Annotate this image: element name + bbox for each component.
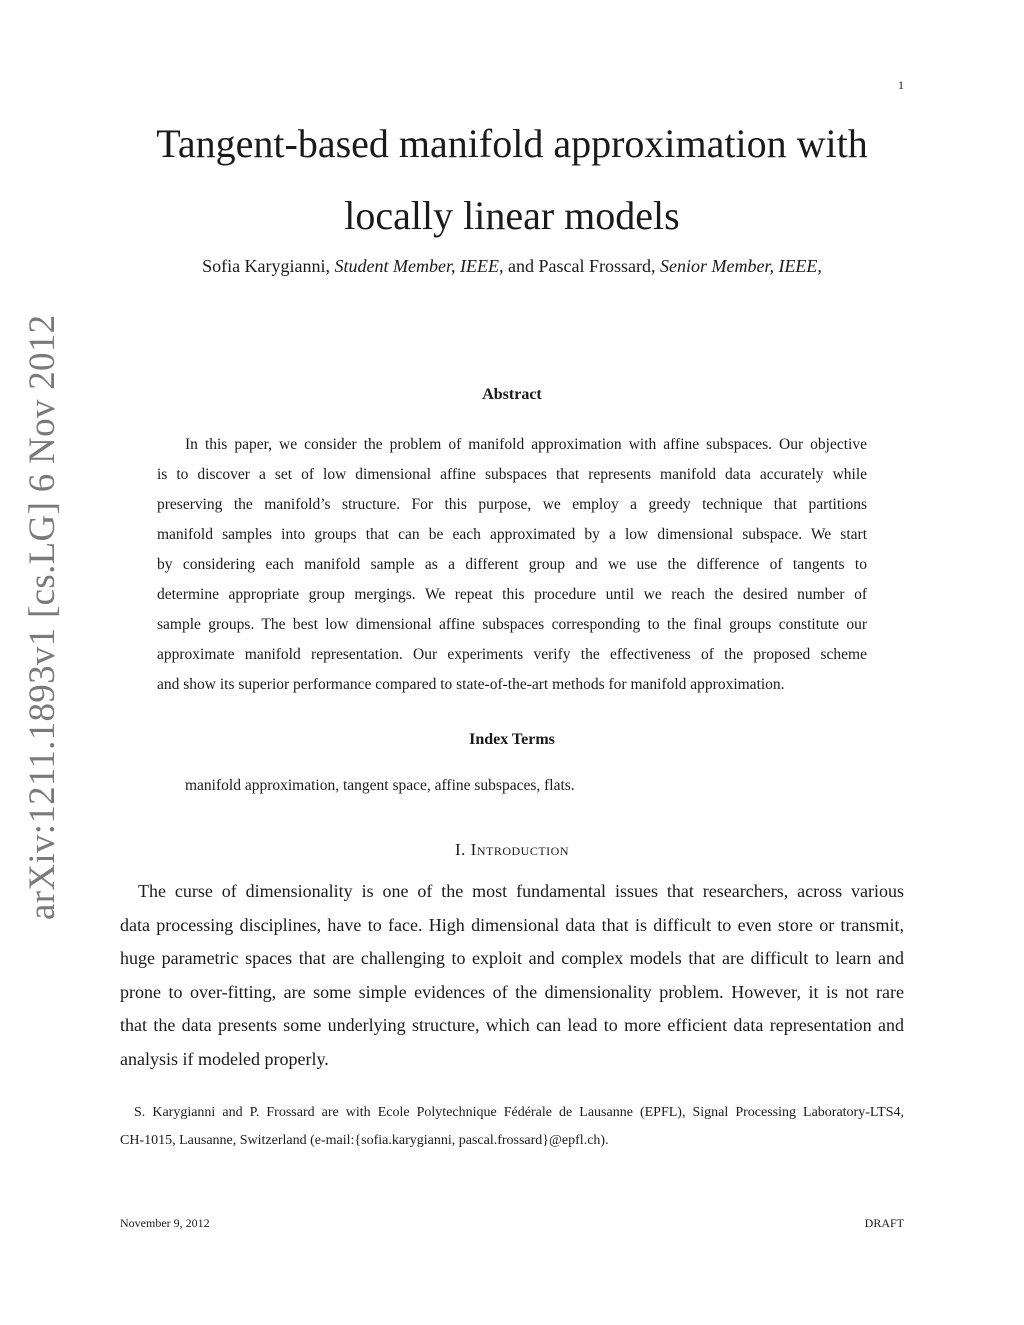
- paragraph-line: The curse of dimensionality is one of the most fundamental issues that researchers, across various: [138, 881, 904, 901]
- abstract-line: approximate manifold representation. Our experiments verify the effectiveness of the proposed scheme: [157, 646, 867, 663]
- section-heading: [100, 840, 924, 860]
- abstract-heading: Abstract: [482, 386, 542, 403]
- page-number: 1: [898, 78, 904, 92]
- section-title: Introduction: [470, 840, 569, 859]
- paragraph-line: analysis if modeled properly.: [120, 1048, 329, 1069]
- title-line-1: Tangent-based manifold approximation with: [156, 121, 868, 166]
- author-1-membership: Student Member, IEEE,: [334, 256, 504, 276]
- index-terms-heading: Index Terms: [469, 731, 555, 748]
- paragraph-line: prone to over-fitting, are some simple evidences of the dimensionality problem. However, it is not rare: [120, 981, 904, 1002]
- paragraph-line: that the data presents some underlying structure, which can lead to more efficient data representation and: [120, 1015, 904, 1035]
- author-2-membership: Senior Member, IEEE,: [659, 256, 822, 276]
- abstract-body: [157, 430, 867, 700]
- abstract-line: determine appropriate group mergings. We repeat this procedure until we reach the desired number of: [157, 586, 867, 603]
- footnote-line: CH-1015, Lausanne, Switzerland (e-mail:{sofia.karygianni, pascal.frossard}@epfl.ch).: [120, 1133, 609, 1148]
- footer-date: November 9, 2012: [120, 1216, 210, 1230]
- author-1-name: Sofia Karygianni,: [202, 256, 331, 276]
- section-number: I.: [455, 840, 466, 859]
- footer-draft-label: DRAFT: [864, 1216, 904, 1230]
- abstract-line: preserving the manifold’s structure. For this purpose, we employ a greedy technique that partitions: [157, 496, 867, 513]
- abstract-line: In this paper, we consider the problem of manifold approximation with affine subspaces. Our objective: [185, 436, 867, 453]
- abstract-line: manifold samples into groups that can be each approximated by a low dimensional subspace. We start: [157, 526, 867, 543]
- index-terms-text: manifold approximation, tangent space, affine subspaces, flats.: [185, 777, 575, 794]
- paragraph-line: data processing disciplines, have to face. High dimensional data that is difficult to even store or transmit,: [120, 914, 904, 935]
- author-affiliation-footnote: [120, 1099, 904, 1155]
- author-2-name: and Pascal Frossard,: [507, 256, 656, 276]
- introduction-paragraph: [120, 875, 904, 1076]
- title-line-2: locally linear models: [344, 193, 680, 238]
- abstract-line: and show its superior performance compared to state-of-the-art methods for manifold approximation.: [157, 676, 785, 693]
- arxiv-identifier-stamp: arXiv:1211.1893v1 [cs.LG] 6 Nov 2012: [22, 314, 63, 920]
- abstract-line: by considering each manifold sample as a different group and we use the difference of tangents to: [157, 556, 867, 573]
- abstract-line: is to discover a set of low dimensional affine subspaces that represents manifold data accurately while: [157, 466, 867, 483]
- paragraph-line: huge parametric spaces that are challenging to exploit and complex models that are difficult to learn and: [120, 948, 904, 968]
- paper-title: [100, 108, 924, 252]
- author-line: [100, 252, 924, 280]
- footnote-line: S. Karygianni and P. Frossard are with Ecole Polytechnique Fédérale de Lausanne (EPFL), Signal Processing Laboratory-LTS4,: [134, 1105, 904, 1120]
- abstract-line: sample groups. The best low dimensional affine subspaces corresponding to the final groups constitute our: [157, 616, 867, 633]
